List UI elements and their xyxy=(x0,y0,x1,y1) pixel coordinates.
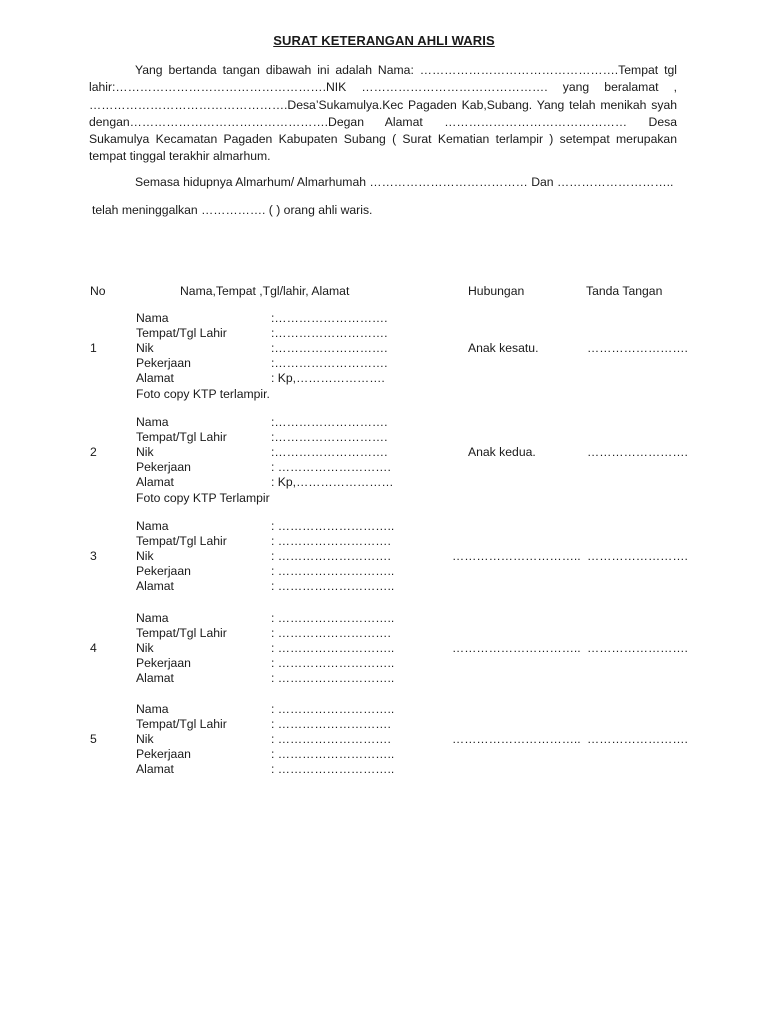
field-label-nik: Nik xyxy=(136,641,154,656)
field-label-tempat: Tempat/Tgl Lahir xyxy=(136,430,227,445)
field-value-nama: :………………………. xyxy=(271,415,388,429)
field-value-nama: : ……………………….. xyxy=(271,702,395,716)
field-value-nik: : ………………………. xyxy=(271,549,391,564)
row-number: 2 xyxy=(90,445,97,460)
field-value-nik: :………………………. xyxy=(271,341,388,356)
signature-line: ……………………. xyxy=(587,549,688,564)
field-label-nama: Nama xyxy=(136,415,169,429)
signature-line: ……………………. xyxy=(587,732,688,747)
field-label-nama: Nama xyxy=(136,611,169,625)
field-label-nama: Nama xyxy=(136,702,169,716)
column-header-tanda-tangan: Tanda Tangan xyxy=(586,284,663,298)
field-label-alamat: Alamat xyxy=(136,371,174,386)
hubungan-value: ………………………….. xyxy=(452,732,581,747)
hubungan-value: ………………………….. xyxy=(452,549,581,564)
field-label-nik: Nik xyxy=(136,549,154,564)
hubungan-value: Anak kesatu. xyxy=(468,341,539,356)
field-label-alamat: Alamat xyxy=(136,579,174,594)
field-value-pekerjaan: : ……………………….. xyxy=(271,564,395,579)
hubungan-value: Anak kedua. xyxy=(468,445,536,460)
field-value-tempat: :………………………. xyxy=(271,326,388,341)
field-label-nama: Nama xyxy=(136,519,169,533)
field-label-alamat: Alamat xyxy=(136,475,174,490)
field-label-pekerjaan: Pekerjaan xyxy=(136,460,191,475)
field-value-nama: : ……………………….. xyxy=(271,611,395,625)
heir-count-paragraph: telah meninggalkan ……………. ( ) orang ahli waris. xyxy=(92,203,373,217)
field-label-nama: Nama xyxy=(136,311,169,325)
field-value-pekerjaan: :………………………. xyxy=(271,356,388,371)
field-label-nik: Nik xyxy=(136,445,154,460)
row-number: 4 xyxy=(90,641,97,656)
ktp-note: Foto copy KTP terlampir. xyxy=(136,386,270,401)
field-value-tempat: : ………………………. xyxy=(271,626,391,641)
field-value-alamat: : ……………………….. xyxy=(271,762,395,777)
field-label-alamat: Alamat xyxy=(136,671,174,686)
document-title: SURAT KETERANGAN AHLI WARIS xyxy=(273,33,495,48)
signature-line: ……………………. xyxy=(587,445,688,460)
hubungan-value: ………………………….. xyxy=(452,641,581,656)
field-value-pekerjaan: : ……………………….. xyxy=(271,747,395,762)
field-value-nik: : ……………………….. xyxy=(271,641,395,656)
field-label-tempat: Tempat/Tgl Lahir xyxy=(136,626,227,641)
field-value-tempat: : ………………………. xyxy=(271,534,391,549)
field-label-nik: Nik xyxy=(136,341,154,356)
field-value-nama: : ……………………….. xyxy=(271,519,395,533)
row-number: 3 xyxy=(90,549,97,564)
opening-paragraph: Yang bertanda tangan dibawah ini adalah Nama: ………………………………………….Tempat tgl lahir:…………………………………………….NIK ………………………………………. yang beralamat , ………………………………………….Desa’Sukamulya.Kec Pagaden Kab,Subang. Yang telah menikah syah dengan………………………………………….Degan Alamat ……………………………………… Desa Sukamulya Kecamatan Pagaden Kabupaten Subang ( Surat Kematian terlampir ) setempat merupakan tempat tinggal terakhir almarhum. xyxy=(89,63,677,164)
field-label-pekerjaan: Pekerjaan xyxy=(136,564,191,579)
field-value-nik: :………………………. xyxy=(271,445,388,460)
field-value-alamat: : Kp,…………………. xyxy=(271,371,385,386)
field-label-tempat: Tempat/Tgl Lahir xyxy=(136,534,227,549)
deceased-paragraph: Semasa hidupnya Almarhum/ Almarhumah ………………………………… Dan ……………………….. xyxy=(135,175,674,189)
column-header-no: No xyxy=(90,284,106,298)
signature-line: ……………………. xyxy=(587,341,688,356)
field-label-pekerjaan: Pekerjaan xyxy=(136,747,191,762)
signature-line: ……………………. xyxy=(587,641,688,656)
field-value-alamat: : ……………………….. xyxy=(271,579,395,594)
field-label-pekerjaan: Pekerjaan xyxy=(136,656,191,671)
field-value-nik: : ………………………. xyxy=(271,732,391,747)
field-label-alamat: Alamat xyxy=(136,762,174,777)
field-value-nama: :………………………. xyxy=(271,311,388,325)
column-header-nama: Nama,Tempat ,Tgl/lahir, Alamat xyxy=(180,284,350,298)
field-value-tempat: : ………………………. xyxy=(271,717,391,732)
row-number: 1 xyxy=(90,341,97,356)
column-header-hubungan: Hubungan xyxy=(468,284,525,298)
field-value-tempat: :………………………. xyxy=(271,430,388,445)
field-value-pekerjaan: : ………………………. xyxy=(271,460,391,475)
field-value-alamat: : Kp,…………………… xyxy=(271,475,394,490)
field-label-tempat: Tempat/Tgl Lahir xyxy=(136,717,227,732)
row-number: 5 xyxy=(90,732,97,747)
field-value-pekerjaan: : ……………………….. xyxy=(271,656,395,671)
ktp-note: Foto copy KTP Terlampir xyxy=(136,490,270,505)
field-label-nik: Nik xyxy=(136,732,154,747)
field-value-alamat: : ……………………….. xyxy=(271,671,395,686)
field-label-pekerjaan: Pekerjaan xyxy=(136,356,191,371)
field-label-tempat: Tempat/Tgl Lahir xyxy=(136,326,227,341)
